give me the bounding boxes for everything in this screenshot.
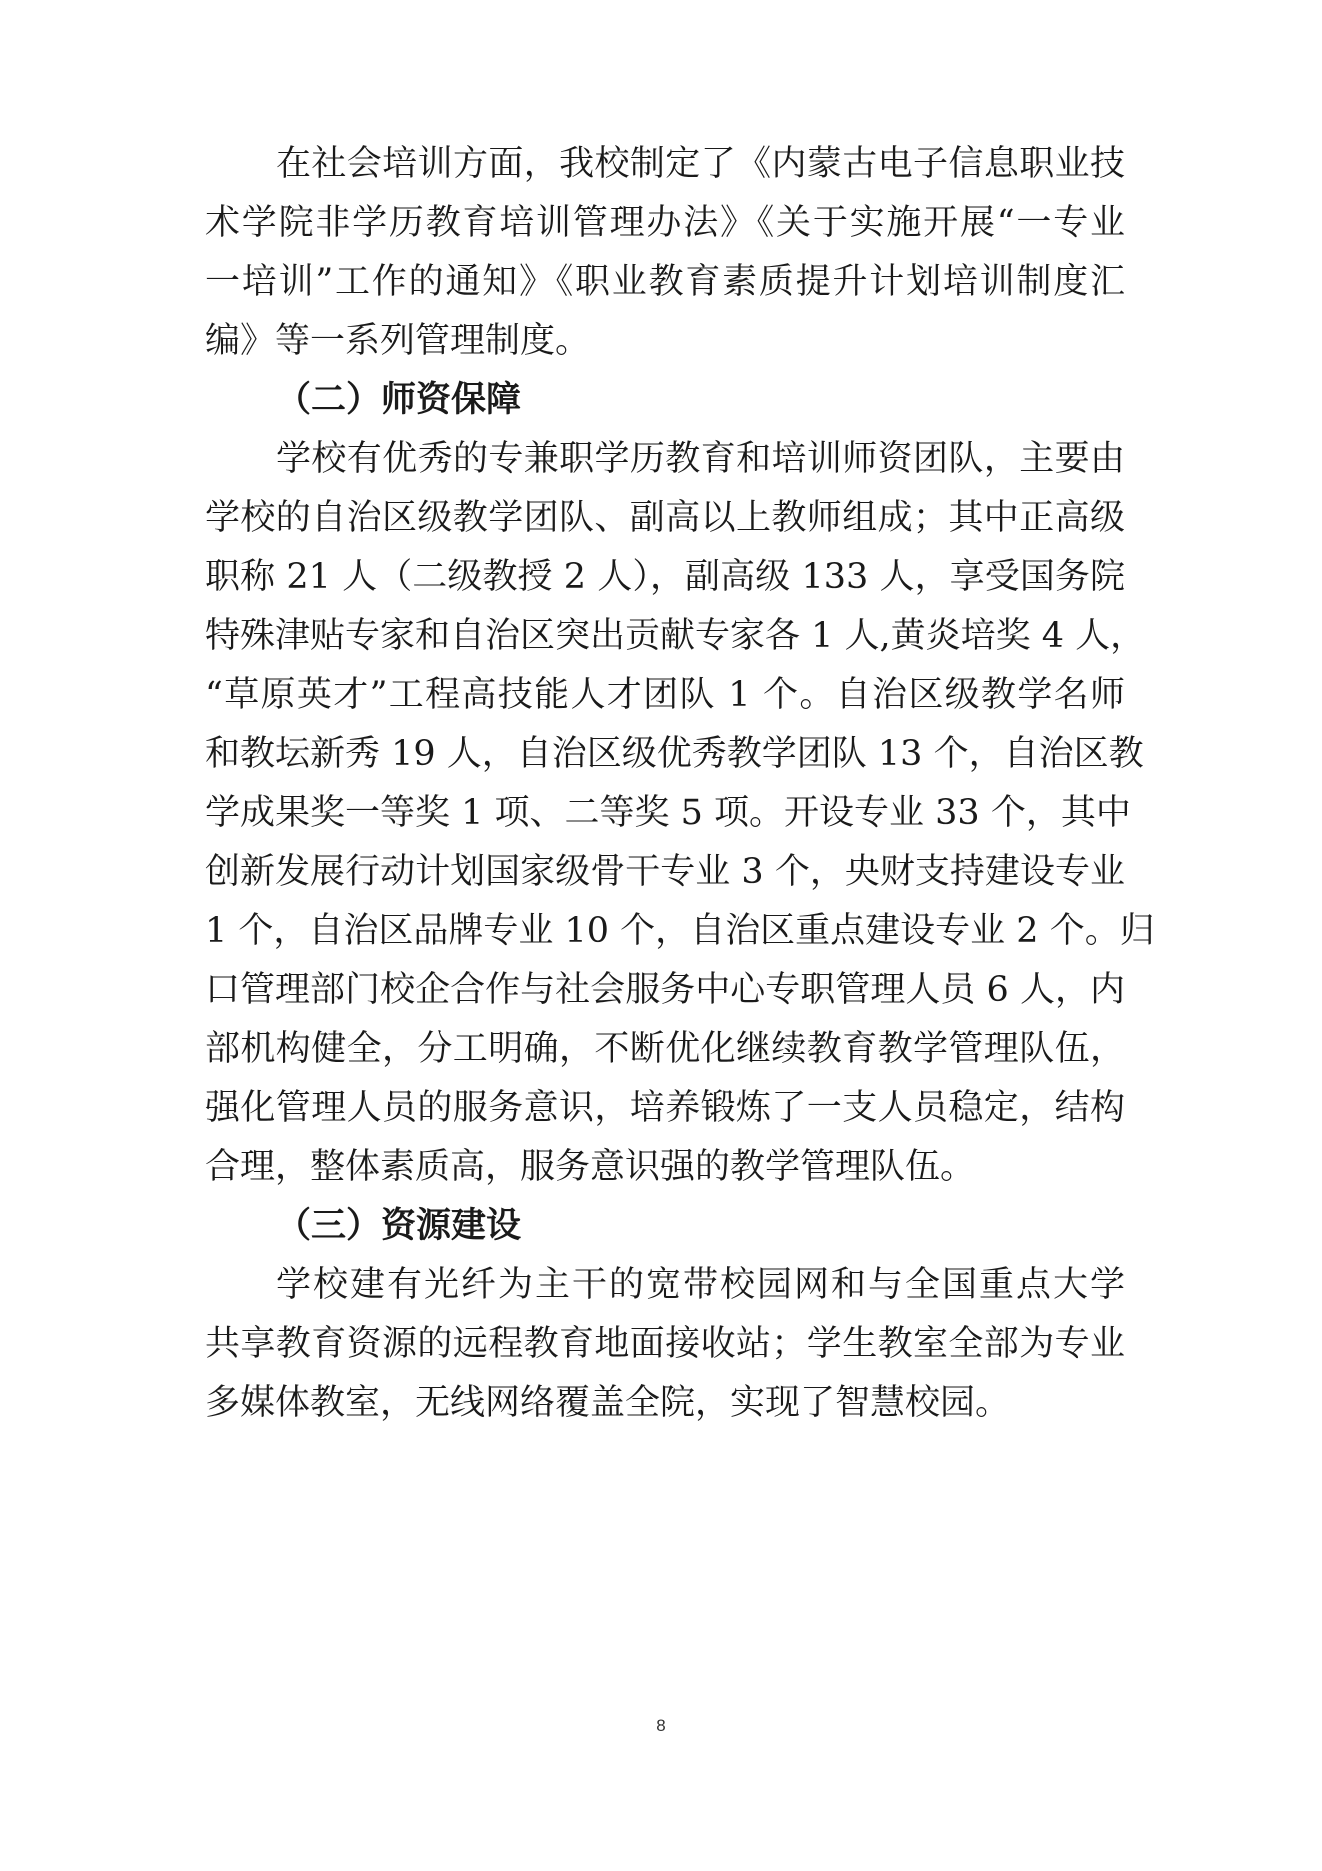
- text-line: 编》等一系列管理制度。: [205, 321, 591, 361]
- text-line: 多媒体教室，无线网络覆盖全院，实现了智慧校园。: [205, 1383, 1011, 1423]
- text-line: 一培训”工作的通知》《职业教育素质提升计划培训制度汇: [205, 262, 1125, 302]
- text-line: 学校建有光纤为主干的宽带校园网和与全国重点大学: [276, 1265, 1125, 1305]
- text-line: 学校有优秀的专兼职学历教育和培训师资团队，主要由: [276, 439, 1125, 479]
- text-line: 1 个，自治区品牌专业 10 个，自治区重点建设专业 2 个。归: [205, 911, 1155, 951]
- text-line: 部机构健全，分工明确，不断优化继续教育教学管理队伍，: [205, 1029, 1125, 1069]
- text-line: 术学院非学历教育培训管理办法》《关于实施开展“一专业: [205, 203, 1125, 243]
- text-line: 职称 21 人（二级教授 2 人），副高级 133 人，享受国务院: [205, 557, 1125, 597]
- text-line: 学成果奖一等奖 1 项、二等奖 5 项。开设专业 33 个，其中: [205, 793, 1131, 833]
- section-heading-faculty: （二）师资保障: [276, 380, 522, 420]
- text-line: 学校的自治区级教学团队、副高以上教师组成；其中正高级: [205, 498, 1125, 538]
- text-line: 合理，整体素质高，服务意识强的教学管理队伍。: [205, 1147, 976, 1187]
- text-line: 和教坛新秀 19 人，自治区级优秀教学团队 13 个，自治区教: [205, 734, 1144, 774]
- text-line: 口管理部门校企合作与社会服务中心专职管理人员 6 人，内: [205, 970, 1125, 1010]
- text-line: 共享教育资源的远程教育地面接收站；学生教室全部为专业: [205, 1324, 1125, 1364]
- text-line: 创新发展行动计划国家级骨干专业 3 个，央财支持建设专业: [205, 852, 1125, 892]
- page-number: 8: [656, 1716, 666, 1735]
- text-line: 在社会培训方面，我校制定了《内蒙古电子信息职业技: [276, 144, 1125, 184]
- text-line: “草原英才”工程高技能人才团队 1 个。自治区级教学名师: [205, 675, 1125, 715]
- text-line: 特殊津贴专家和自治区突出贡献专家各 1 人,黄炎培奖 4 人，: [205, 616, 1146, 656]
- text-line: 强化管理人员的服务意识，培养锻炼了一支人员稳定，结构: [205, 1088, 1125, 1128]
- section-heading-resources: （三）资源建设: [276, 1206, 522, 1246]
